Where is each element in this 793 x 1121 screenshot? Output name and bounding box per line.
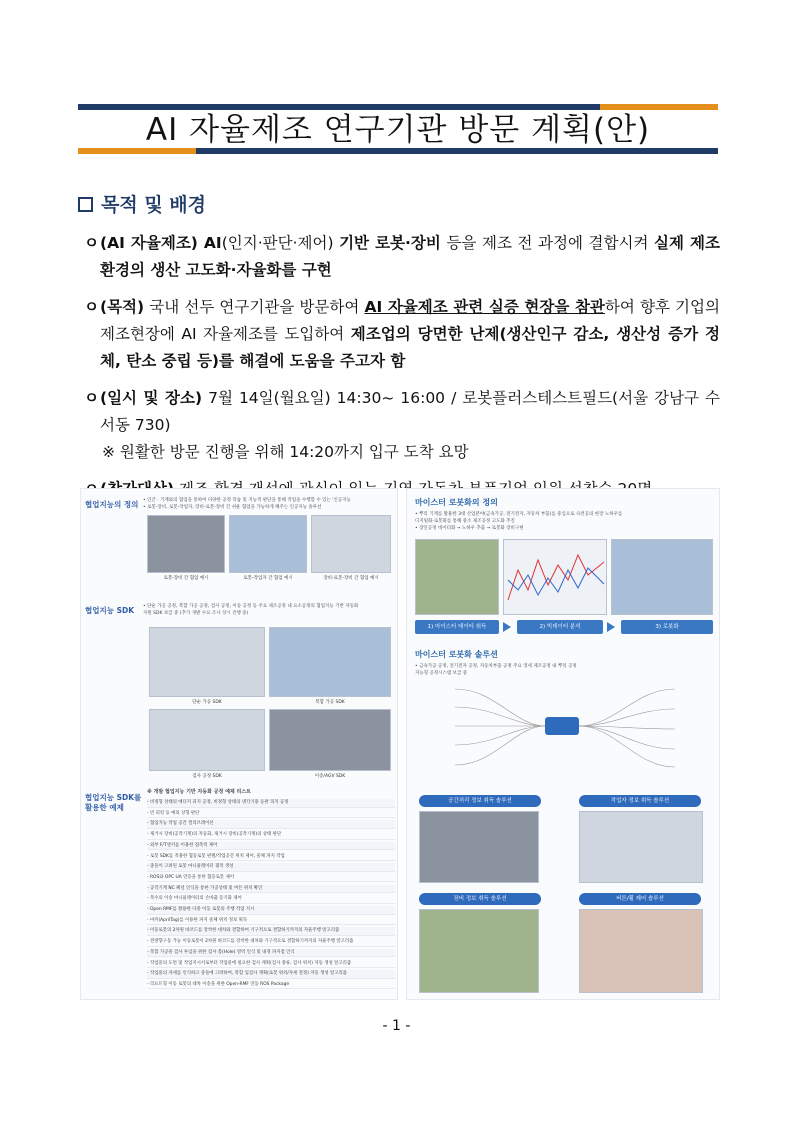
bullet-list xyxy=(84,230,720,513)
page-title: AI 자율제조 연구기관 방문 계획(안) xyxy=(145,112,651,148)
example-list-item: - 공작기계 NC 패널 인식을 통한 가공상태 및 버튼 위치 확인 xyxy=(147,885,395,894)
example-list-item: - 비정형 상태의 애더지 피지 공정, 비정형 상태의 냉각기용 등판 피지 공정 xyxy=(147,799,395,808)
tag-worker-info: 작업자 정보 취득 솔루션 xyxy=(579,795,701,807)
photo-agv-sdk xyxy=(269,709,391,771)
example-list-item: - 마커(AprilTag)를 이용한 파지 물체 위치 정보 획득 xyxy=(147,917,395,926)
bullet-text-part: 하여 향후 기업의 제조현장에 AI 자율제조를 도입하여 xyxy=(100,298,720,343)
photo-space-solution xyxy=(419,811,539,883)
bullet-text-part: (AI 자율제조) AI xyxy=(100,234,222,252)
photo-robot-equipment xyxy=(147,515,225,573)
bullet-item xyxy=(84,230,720,284)
step-bigdata-analysis: 2) 빅데이터 분석 xyxy=(517,620,603,634)
figure-left-panel xyxy=(80,488,398,1000)
desc-sdk: • 단순 가공 공정, 복합 가공 공정, 검사 공정, 이송 공정 등 주요 제조공정 내 요소공정의 협업지능 기반 자동화 지원 SDK 보급 중 (추가 개발 수요 조사 상시 진행 중) xyxy=(143,604,359,616)
tag-button-control: 버튼/휠 제어 솔루션 xyxy=(579,893,701,905)
mindmap-diagram xyxy=(415,679,715,775)
data-graph-lines xyxy=(504,540,608,616)
step-data-acquisition: 1) 마이스터 데이터 취득 xyxy=(415,620,499,634)
example-list-item: - 복합 가공물 검사 투입을 위한 검사 홀(Hole) 영역 인식 및 내경 파지점 인식 xyxy=(147,949,395,958)
caption-3: 장비-로봇-장비 간 협업 예시 xyxy=(323,576,379,581)
bullet-text-part: (일시 및 장소) xyxy=(100,389,203,407)
section-heading-text: 목적 및 배경 xyxy=(101,194,206,216)
desc-cooperative-intelligence: • 인간 · 기계와의 협업을 통하여 다양한 공정 학습 및 지능적 판단을 통해 작업을 수행할 수 있는 '인공지능 • 로봇-장비, 로봇-작업자, 장비-로봇-장비 간 쉬운 협업을 가능하게 해주는 인공지능 솔루션 xyxy=(143,498,351,510)
example-list-item: - Open RMF를 활용한 다중 이동 로봇의 주행 작업 지시 xyxy=(147,906,395,915)
example-list-item: - 복수의 이송 마니퓰레이터의 손바꿈 동기화 제어 xyxy=(147,895,395,904)
title-bottom-accent xyxy=(78,148,196,154)
bullet-item xyxy=(84,294,720,375)
bullet-marker: ㅇ xyxy=(84,298,99,316)
title-top-bar xyxy=(78,104,718,110)
title-bottom-bar xyxy=(78,148,718,154)
desc-meister-definition: • 뿌리 기계를 활용한 3대 산업분야(금속가공, 전기전자, 자동차 부품)를 중심으로 숙련공의 현장 노하우를 디지털화·로봇화를 통해 중소 제조공정 고도화 추진 • 장인공정 데이터화 → 노하우 추출 → 로봇화 장비구현 xyxy=(415,512,623,531)
example-list-item: - ROS와 OPC UA 연동을 통한 협동로봇 제어 xyxy=(147,874,395,883)
photo-button-solution xyxy=(579,909,703,993)
label-sdk: 협업지능 SDK xyxy=(85,606,135,615)
list-title: ※ 개발 협업지능 기반 자동화 공정 예제 리스트 xyxy=(147,789,251,795)
example-list-item: - 리프트형 이동 로봇의 대차 이송을 위한 Open-RMF 연동 ROS Package xyxy=(147,981,395,990)
photo-inspect-sdk xyxy=(149,709,265,771)
head-meister-solution: 마이스터 로봇화 솔루션 xyxy=(415,650,498,659)
photo-complex-sdk xyxy=(269,627,391,697)
example-list-item: - 전방향구동 가능 이동로봇이 2차원 바코드를 장착한 대차와 기구적으로 결합하기까지의 자율주행 알고리즘 xyxy=(147,938,395,947)
example-list-item: - 작업물의 도면 및 작업지시서로부터 작업물에 필요한 검사 계획(검사 종류, 검사 위치) 자동 생성 알고리즘 xyxy=(147,960,395,969)
example-list-item: - 충돌이 고려된 로봇 마니퓰레이터 궤적 생성 xyxy=(147,863,395,872)
caption-sdk-2: 복합 가공 SDK xyxy=(315,700,345,705)
bullet-text-part: 실제 제조환경의 생산 고도화·자율화를 구현 xyxy=(100,234,720,279)
example-list-item: - 이동로봇의 2차원 바코드를 장착한 대차와 결합하여 기구적으로 결합하기까지의 자율주행 알고리즘 xyxy=(147,927,395,936)
caption-1: 로봇-장비 간 협업 예시 xyxy=(163,576,209,581)
page-number: - 1 - xyxy=(382,1018,411,1034)
caption-sdk-4: 이송/AGV SDK xyxy=(314,774,346,779)
caption-2: 로봇-작업자 간 협업 예시 xyxy=(243,576,293,581)
example-list-item: - 빈 피킹 등 예의 상형 판단 xyxy=(147,810,395,819)
figure-right-panel xyxy=(406,488,720,1000)
title-top-accent xyxy=(600,104,718,110)
bullet-text-part: 7월 14일(월요일) 14:30~ 16:00 / 로봇플러스테스트필드(서울 강남구 수서동 730) xyxy=(100,389,721,434)
bullet-item xyxy=(84,385,720,439)
bullet-text-part: 기반 로봇·장비 xyxy=(339,234,441,252)
example-list-item: - 로봇 SDK를 적용한 협동로봇 판별/작업공간 위치 제어, 물체 파지 작업 xyxy=(147,853,395,862)
photo-simple-sdk xyxy=(149,627,265,697)
bullet-marker: ㅇ xyxy=(84,389,99,407)
photo-equipment-solution xyxy=(419,909,539,993)
bullet-text-part: 국내 선두 연구기관을 방문하여 xyxy=(144,298,365,316)
head-meister-definition: 마이스터 로봇화의 정의 xyxy=(415,498,498,507)
title-block xyxy=(78,104,718,154)
bullet-text-part: AI 자율제조 관련 실증 현장을 참관 xyxy=(364,298,605,316)
section-heading xyxy=(78,190,206,217)
example-list-item: - 협업지능 작업 공간 캘리브레이션 xyxy=(147,820,395,829)
checkbox-square-icon xyxy=(78,197,93,212)
example-list-item: - 제거시 장비(공작기계)의 자동화, 제거시 장비(공작기계)의 상태 판단 xyxy=(147,831,395,840)
bullet-text-part: 등을 제조 전 과정에 결합시켜 xyxy=(440,234,655,252)
photo-equipment-robot xyxy=(311,515,391,573)
step-robotization: 3) 로봇화 xyxy=(621,620,713,634)
bullet-text-part: 제조업의 당면한 난제(생산인구 감소, 생산성 증가 정체, 탄소 중립 등)를 해결에 도움을 주고자 함 xyxy=(100,325,720,370)
caption-sdk-3: 검사 공정 SDK xyxy=(192,774,222,779)
bullet-text-part: (목적) xyxy=(100,298,145,316)
bullet-text-part: (인지·판단·제어) xyxy=(221,234,340,252)
photo-meister-worker xyxy=(415,539,499,615)
photo-robot-worker xyxy=(229,515,307,573)
photo-worker-solution xyxy=(579,811,703,883)
example-list-item: - 외부 F/T센서를 이용한 접촉력 제어 xyxy=(147,842,395,851)
example-list-item: - 작업물의 자세를 인식하고 충돌에 고려하여, 복합 입검사 계획(로봇 위치/자세 결정) 자동 생성 알고리즘 xyxy=(147,970,395,979)
step-arrows xyxy=(407,620,721,634)
caption-sdk-1: 단순 가공 SDK xyxy=(192,700,222,705)
label-sdk-examples: 협업지능 SDK를 활용한 예제 xyxy=(85,793,142,812)
figure-collage xyxy=(80,488,720,1000)
tag-space-info: 공간처리 정보 취득 솔루션 xyxy=(419,795,541,807)
photo-meister-robot xyxy=(611,539,713,615)
graph-meister-data xyxy=(503,539,607,615)
schedule-note: ※ 원활한 방문 진행을 위해 14:20까지 입구 도착 요망 xyxy=(102,443,469,461)
desc-meister-solution: • 금속가공 공정, 전기전자 공정, 자동차부품 공정 주요 영세 제조공정 내 뿌리 공정 지능형 공정시스템 보급 중 xyxy=(415,664,577,676)
bullet-marker: ㅇ xyxy=(84,234,99,252)
label-cooperative-intelligence: 협업지능의 정의 xyxy=(85,500,139,509)
tag-equipment-info: 장비 정보 취득 솔루션 xyxy=(419,893,541,905)
